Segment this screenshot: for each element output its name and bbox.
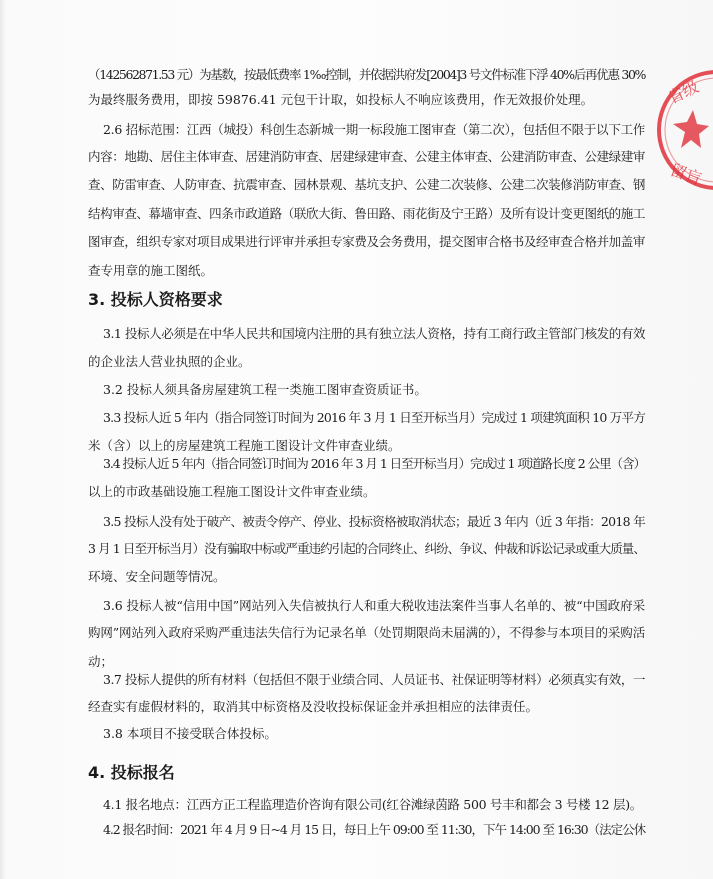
text-line: 结构审查、幕墙审查、四条市政道路（联欣大街、鲁田路、雨花街及宁王路）及所有设计变更图纸的施工 xyxy=(88,206,645,221)
section-heading: 3. 投标人资格要求 xyxy=(88,290,223,309)
text-line: 4.2 报名时间：2021 年 4 月 9 日~4 月 15 日，每日上午 09:00 至 11:30，下午 14:00 至 16:30（法定公休 xyxy=(103,822,645,837)
text-line: 动； xyxy=(88,654,114,669)
text-line: 3.8 本项目不接受联合体投标。 xyxy=(103,726,277,741)
text-line: 内容：地勘、居住主体审查、居建消防审查、居建绿建审查、公建主体审查、公建消防审查、公建绿建审 xyxy=(88,149,645,164)
text-line: 经查实有虚假材料的，取消其中标资格及没收投标保证金并承担相应的法律责任。 xyxy=(88,699,539,714)
text-line: 3.1 投标人必须是在中华人民共和国境内注册的具有独立法人资格，持有工商行政主管部门核发的有效 xyxy=(103,326,645,341)
svg-text:留盲: 留盲 xyxy=(667,159,705,189)
text-line: 3 月 1 日至开标当月）没有骗取中标或严重违约引起的合同终止、纠纷、争议、仲裁和诉讼记录或重大质量、 xyxy=(88,541,645,556)
text-line: 查、防雷审查、人防审查、抗震审查、园林景观、基坑支护、公建二次装修、公建二次装修消防审查、钢 xyxy=(88,177,645,192)
text-line: 查专用章的施工图纸。 xyxy=(88,263,214,278)
text-line: 为最终服务费用，即按 59876.41 元包干计取，如投标人不响应该费用，作无效报价处理。 xyxy=(88,92,594,107)
svg-text:省级: 省级 xyxy=(664,76,702,108)
text-line: 图审查，组织专家对项目成果进行评审并承担专家费及会务费用，提交图审合格书及经审查合格并加盖审 xyxy=(88,234,645,249)
text-line: 3.3 投标人近 5 年内（指合同签订时间为 2016 年 3 月 1 日至开标当月）完成过 1 项建筑面积 10 万平方 xyxy=(103,410,645,425)
text-line: 3.4 投标人近 5 年内（指合同签订时间为 2016 年 3 月 1 日至开标当月）完成过 1 项道路长度 2 公里（含） xyxy=(103,456,645,471)
text-line: 米（含）以上的房屋建筑工程施工图设计文件审查业绩。 xyxy=(88,438,401,453)
text-line: 4.1 报名地点：江西方正工程监理造价咨询有限公司(红谷滩绿茵路 500 号丰和都会 3 号楼 12 层)。 xyxy=(103,797,642,812)
section-heading: 4. 投标报名 xyxy=(88,763,175,782)
text-line: 购网”网站列入政府采购严重违法失信行为记录名单（处罚期限尚未届满的），不得参与本项目的采购活 xyxy=(88,625,645,640)
red-seal-stamp xyxy=(655,62,713,202)
text-line: 3.5 投标人没有处于破产、被责令停产、停业、投标资格被取消状态；最近 3 年内（近 3 年指：2018 年 xyxy=(103,514,645,529)
text-line: 3.7 投标人提供的所有材料（包括但不限于业绩合同、人员证书、社保证明等材料）必须真实有效，一 xyxy=(103,672,645,687)
text-line: （142562871.53 元）为基数，按最低费率 1‰控制，并依据洪府发[2004]3 号文件标准下浮 40%后再优惠 30% xyxy=(88,67,645,82)
text-line: 环境、安全问题等情况。 xyxy=(88,569,226,584)
text-line: 3.6 投标人被“信用中国”网站列入失信被执行人和重大税收违法案件当事人名单的、被“中国政府采 xyxy=(103,598,645,613)
text-line: 2.6 招标范围：江西（城投）科创生态新城一期一标段施工图审查（第二次），包括但不限于以下工作 xyxy=(103,122,645,137)
text-line: 以上的市政基础设施工程施工图设计文件审查业绩。 xyxy=(88,484,376,499)
text-line: 的企业法人营业执照的企业。 xyxy=(88,354,251,369)
text-line: 3.2 投标人须具备房屋建筑工程一类施工图审查资质证书。 xyxy=(103,382,427,397)
